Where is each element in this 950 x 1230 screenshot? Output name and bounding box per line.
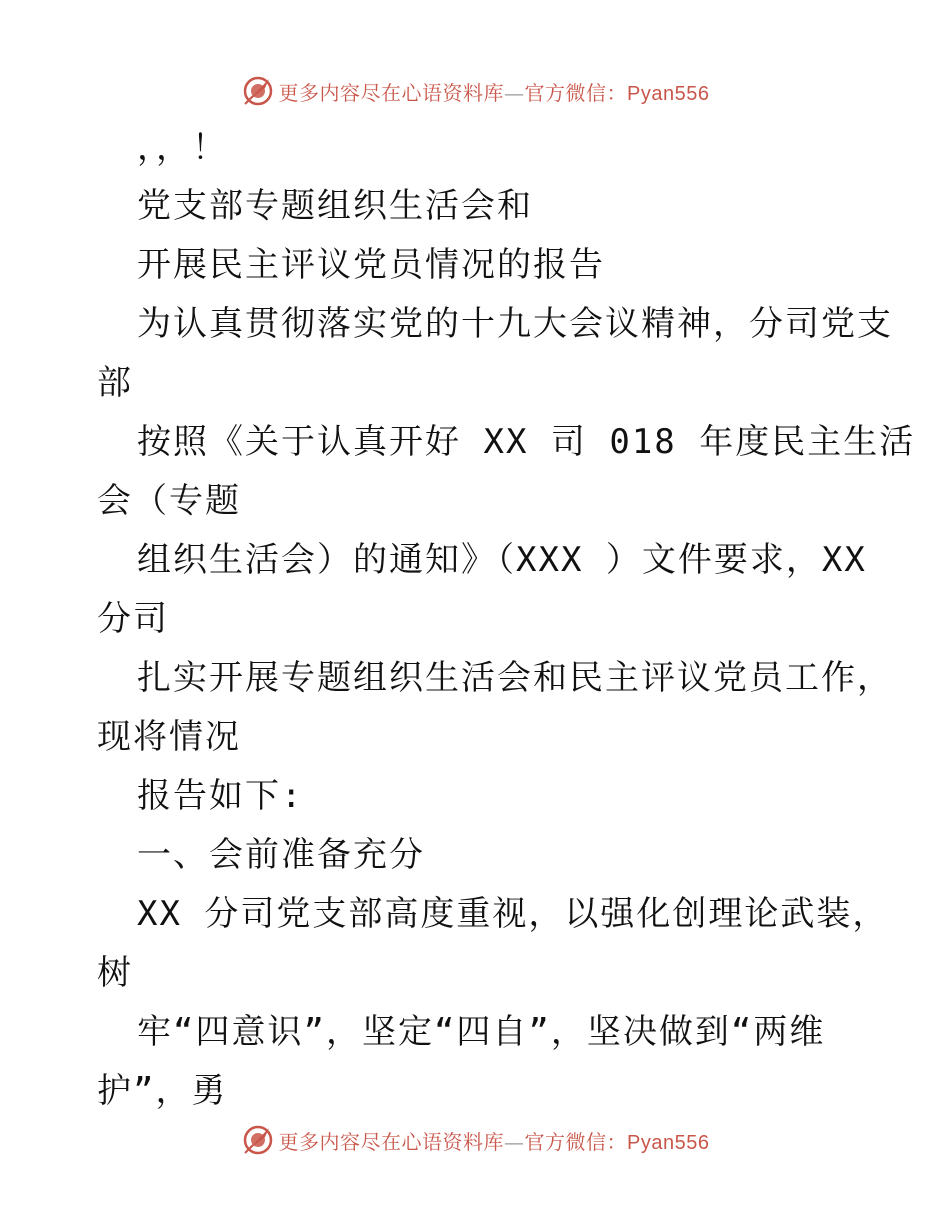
text-line: 按照《关于认真开好 XX 司 018 年度民主生活 (137, 422, 916, 462)
text-line: 会（专题 (97, 481, 241, 521)
text-line: 现将情况 (97, 717, 241, 757)
watermark-wechat-label: 官方微信： (524, 1129, 628, 1154)
watermark-wechat-id: Pyan556 (627, 82, 710, 105)
text-line: ，，！ (137, 128, 228, 168)
text-line: 扎实开展专题组织生活会和民主评议党员工作， (137, 658, 893, 698)
text-line: 分司 (97, 599, 169, 639)
section-heading: 一、会前准备充分 (137, 835, 425, 875)
watermark-wechat-id: Pyan556 (627, 1131, 710, 1154)
watermark-dash: — (504, 1129, 525, 1154)
text-line: 树 (97, 953, 133, 993)
text-line: 部 (97, 363, 133, 403)
watermark-brand: 更多内容尽在心语资料库 (278, 80, 505, 105)
watermark-dash: — (504, 80, 525, 105)
text-line: 组织生活会）的通知》（XXX ）文件要求，XX (137, 540, 867, 580)
watermark-wechat-label: 官方微信： (524, 80, 628, 105)
feather-pen-circle-icon (241, 1123, 275, 1157)
text-line: 为认真贯彻落实党的十九大会议精神，分司党支 (137, 304, 893, 344)
text-line: 牢“四意识”，坚定“四自”，坚决做到“两维 (137, 1012, 826, 1052)
report-title-line-2: 开展民主评议党员情况的报告 (137, 245, 605, 285)
text-line: XX 分司党支部高度重视，以强化创理论武装， (137, 894, 889, 934)
text-line: 护”，勇 (97, 1071, 228, 1111)
text-line: 报告如下: (137, 776, 304, 816)
footer-watermark (0, 1120, 950, 1160)
watermark-text (279, 1126, 710, 1155)
report-title-line-1: 党支部专题组织生活会和 (137, 186, 533, 226)
watermark-brand: 更多内容尽在心语资料库 (278, 1129, 505, 1154)
